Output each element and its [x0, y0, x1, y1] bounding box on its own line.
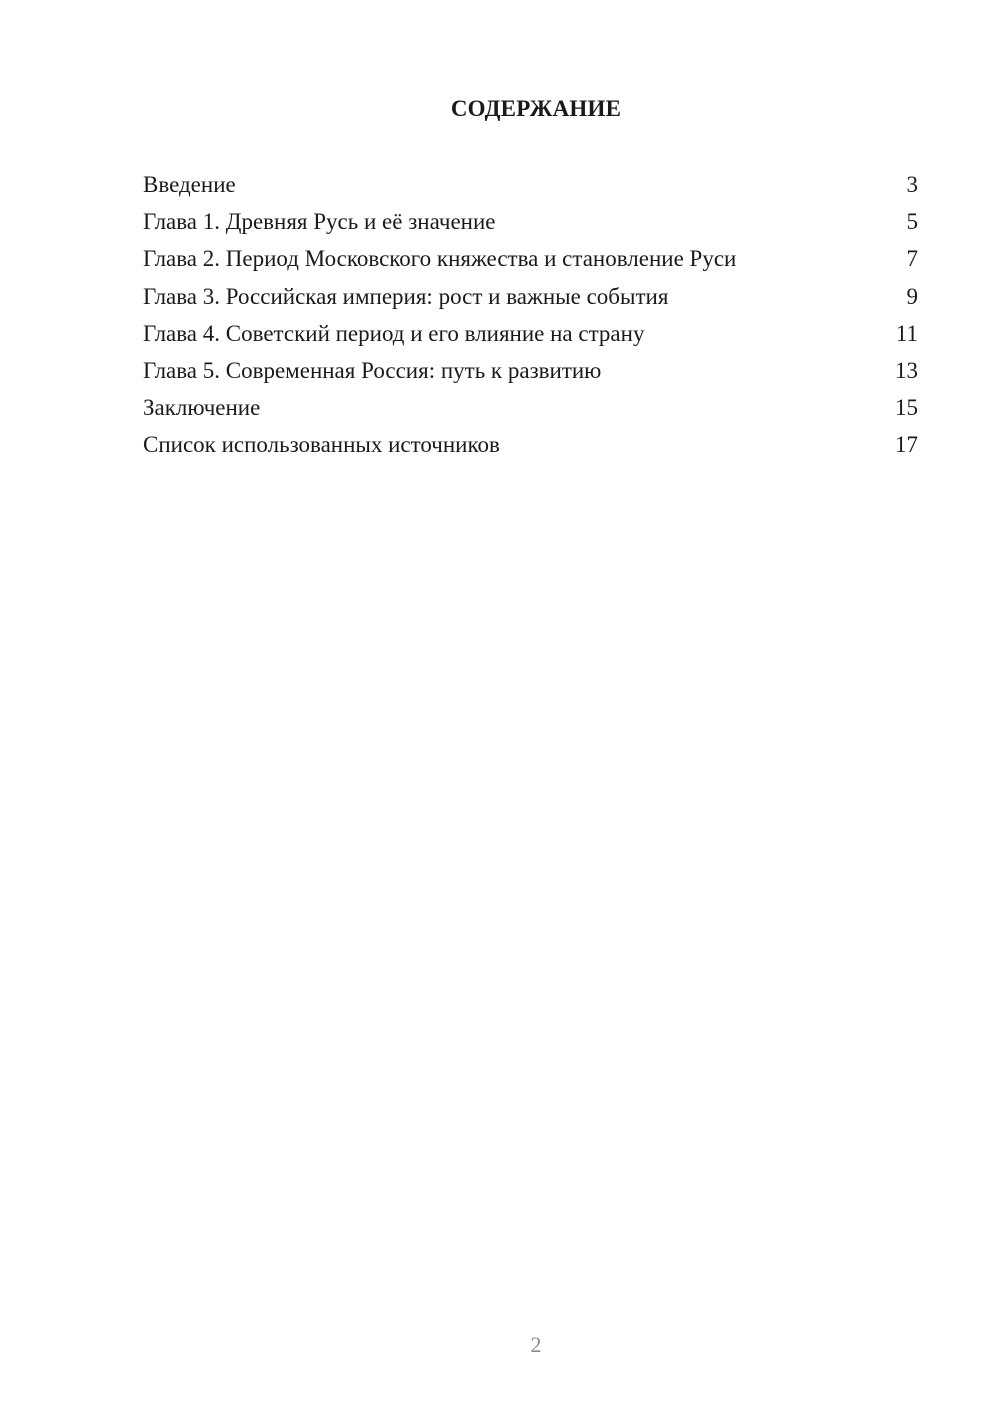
page-number: 2: [530, 1332, 542, 1357]
toc-entry-title: Глава 5. Современная Россия: путь к развитию: [143, 357, 602, 383]
toc-entry-references: [143, 426, 918, 463]
toc-entry-chapter-5: [143, 352, 918, 389]
toc-entry-page: 11: [895, 320, 918, 346]
toc-entry-page: 17: [895, 432, 918, 458]
toc-entry-chapter-1: [143, 203, 918, 240]
toc-entry-title: Список использованных источников: [143, 432, 500, 458]
toc-entry-page: 5: [906, 209, 918, 235]
toc-entry-introduction: [143, 166, 918, 203]
toc-entry-chapter-2: [143, 240, 918, 277]
toc-entry-page: 15: [895, 395, 918, 421]
toc-entry-conclusion: [143, 389, 918, 426]
toc-entry-title: Глава 2. Период Московского княжества и становление Руси: [143, 246, 737, 272]
toc-entry-title: Глава 4. Советский период и его влияние на страну: [143, 320, 645, 346]
toc-entry-page: 3: [906, 172, 918, 197]
toc-heading: СОДЕРЖАНИЕ: [450, 96, 622, 121]
toc-entry-title: Введение: [143, 172, 236, 197]
toc-entry-page: 7: [906, 246, 918, 272]
toc-entry-title: Глава 1. Древняя Русь и её значение: [143, 209, 496, 235]
toc-entry-chapter-4: [143, 315, 918, 352]
toc-entry-page: 13: [895, 357, 918, 383]
toc-entry-title: Заключение: [143, 395, 261, 421]
table-of-contents: [143, 166, 918, 464]
toc-entry-page: 9: [906, 283, 918, 309]
toc-entry-chapter-3: [143, 278, 918, 315]
toc-entry-title: Глава 3. Российская империя: рост и важные события: [143, 283, 669, 309]
